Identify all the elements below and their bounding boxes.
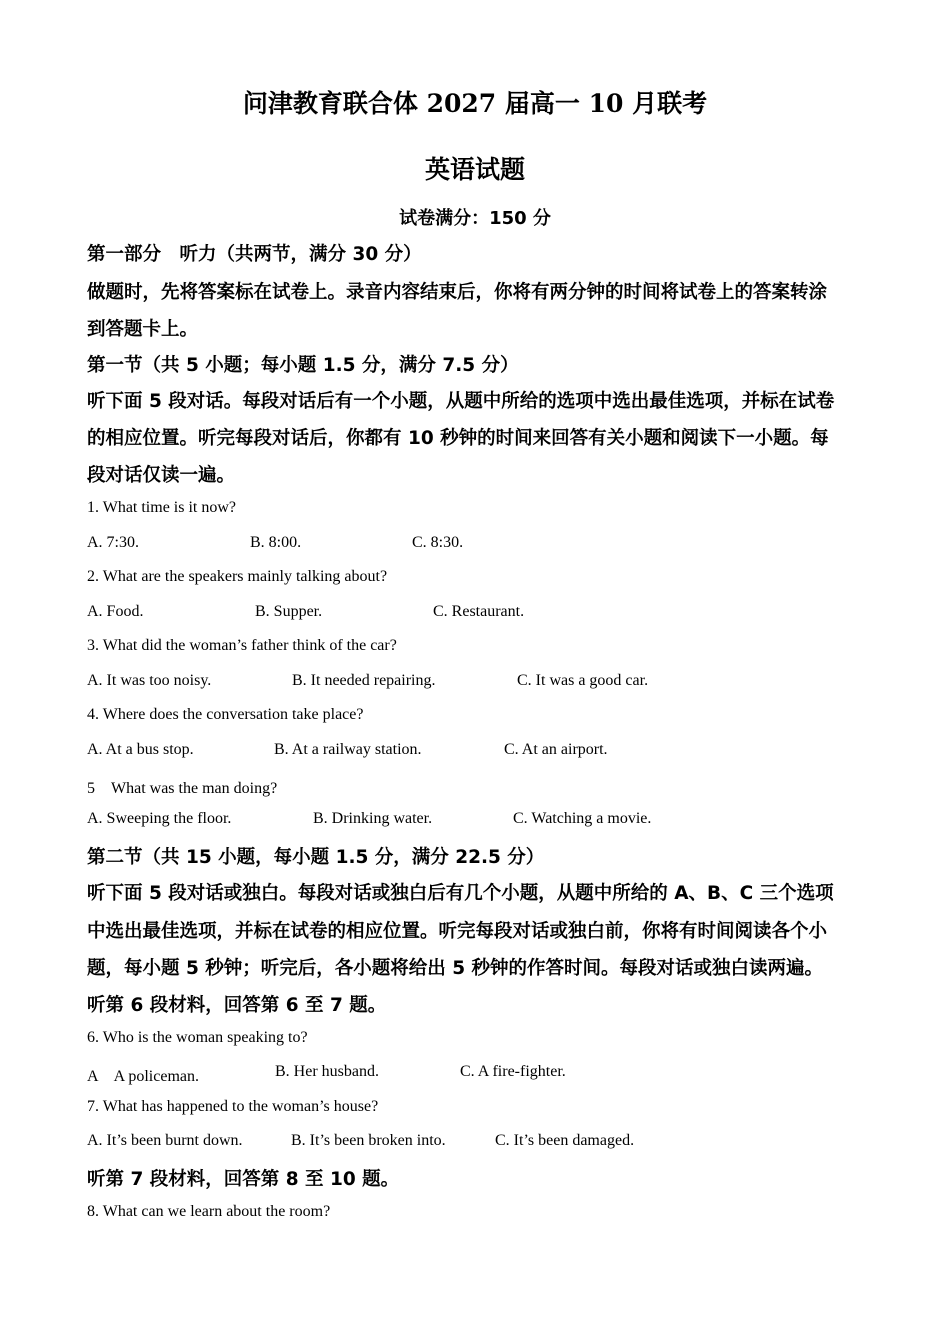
option-b: B. It needed repairing.: [292, 672, 436, 689]
option-c: C. 8:30.: [412, 534, 464, 551]
question-text: 4. Where does the conversation take place?: [87, 706, 364, 723]
question-text: 2. What are the speakers mainly talking about?: [87, 568, 388, 585]
option-c: C. A fire-fighter.: [460, 1063, 566, 1080]
option-a: A. It’s been burnt down.: [87, 1132, 243, 1149]
option-a: A. Food.: [87, 603, 144, 620]
option-c: C. It was a good car.: [517, 672, 649, 689]
option-b: B. 8:00.: [250, 534, 302, 551]
section1-instruction-line: 的相应位置。听完每段对话后，你都有 10 秒钟的时间来回答有关小题和阅读下一小题。每: [87, 428, 829, 449]
option-c: C. At an airport.: [504, 741, 608, 758]
option-b: B. Drinking water.: [313, 810, 433, 827]
question-text: 7. What has happened to the woman’s house?: [87, 1098, 379, 1115]
section2-heading: 第二节（共 15 小题，每小题 1.5 分，满分 22.5 分）: [87, 847, 545, 868]
question-text: 5 What was the man doing?: [87, 780, 278, 797]
full-score: 试卷满分：150 分: [399, 208, 551, 229]
exam-title: 问津教育联合体 2027 届高一 10 月联考: [242, 89, 708, 118]
option-a: A. At a bus stop.: [87, 741, 194, 758]
option-c: C. Watching a movie.: [513, 810, 652, 827]
part1-heading: 第一部分 听力（共两节，满分 30 分）: [87, 244, 422, 265]
subject-title: 英语试题: [424, 155, 525, 184]
option-b: B. Supper.: [255, 603, 323, 620]
option-a: A. 7:30.: [87, 534, 139, 551]
section2-instruction-line: 听下面 5 段对话或独白。每段对话或独白后有几个小题，从题中所给的 A、B、C 三个选项: [87, 883, 834, 904]
question-text: 6. Who is the woman speaking to?: [87, 1029, 308, 1046]
option-b: B. Her husband.: [275, 1063, 379, 1080]
option-a: A. It was too noisy.: [87, 672, 212, 689]
option-a: A A policeman.: [87, 1068, 199, 1085]
question-text: 8. What can we learn about the room?: [87, 1203, 331, 1220]
material-7-heading: 听第 7 段材料，回答第 8 至 10 题。: [87, 1169, 400, 1190]
option-b: B. At a railway station.: [274, 741, 422, 758]
part1-intro-line: 到答题卡上。: [87, 319, 199, 340]
section1-instruction-line: 听下面 5 段对话。每段对话后有一个小题，从题中所给的选项中选出最佳选项，并标在试卷: [87, 391, 835, 412]
question-text: 3. What did the woman’s father think of the car?: [87, 637, 397, 654]
question-text: 1. What time is it now?: [87, 499, 237, 516]
part1-intro-line: 做题时，先将答案标在试卷上。录音内容结束后，你将有两分钟的时间将试卷上的答案转涂: [87, 282, 828, 303]
section2-instruction-line: 中选出最佳选项，并标在试卷的相应位置。听完每段对话或独白前，你将有时间阅读各个小: [87, 921, 828, 942]
option-c: C. Restaurant.: [433, 603, 525, 620]
option-c: C. It’s been damaged.: [495, 1132, 635, 1149]
section1-heading: 第一节（共 5 小题；每小题 1.5 分，满分 7.5 分）: [87, 355, 519, 376]
section2-instruction-line: 题，每小题 5 秒钟；听完后，各小题将给出 5 秒钟的作答时间。每段对话或独白读两遍。: [87, 958, 824, 979]
section1-instruction-line: 段对话仅读一遍。: [87, 465, 236, 486]
option-b: B. It’s been broken into.: [291, 1132, 446, 1149]
material-6-heading: 听第 6 段材料，回答第 6 至 7 题。: [87, 995, 387, 1016]
option-a: A. Sweeping the floor.: [87, 810, 232, 827]
